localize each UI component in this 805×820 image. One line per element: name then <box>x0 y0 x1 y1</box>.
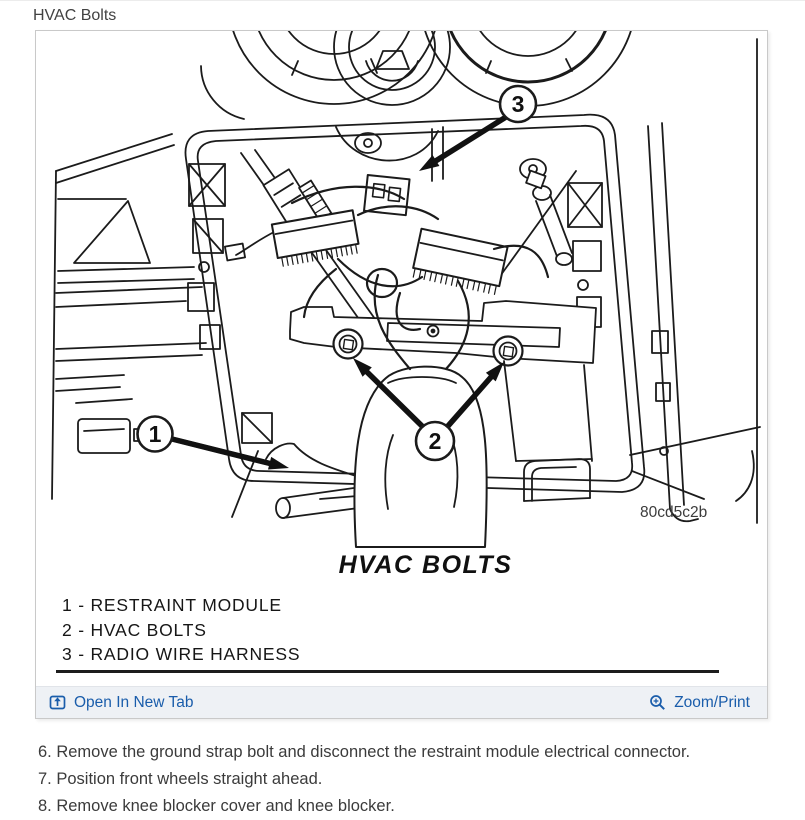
open-in-new-tab-icon <box>49 694 66 711</box>
open-in-new-tab-label: Open In New Tab <box>74 693 194 711</box>
svg-text:3: 3 <box>511 91 525 117</box>
svg-text:2: 2 <box>428 428 442 454</box>
zoom-print-label: Zoom/Print <box>674 693 750 711</box>
step-8: 8. Remove knee blocker cover and knee blocker. <box>38 797 395 815</box>
legend-item-3: 3 - RADIO WIRE HARNESS <box>62 644 301 664</box>
step-6: 6. Remove the ground strap bolt and disconnect the restraint module electrical connector. <box>38 743 691 761</box>
callout-3-badge <box>500 86 536 122</box>
figure-legend <box>62 593 300 667</box>
open-in-new-tab-link[interactable] <box>49 694 193 712</box>
step-7: 7. Position front wheels straight ahead. <box>38 770 323 788</box>
hvac-bolt-left <box>334 330 363 359</box>
page-title: HVAC Bolts <box>33 7 117 24</box>
svg-text:1: 1 <box>148 421 162 447</box>
left-bracket-column <box>188 164 272 443</box>
drawing-code: 80cd5c2b <box>640 504 708 521</box>
procedure-steps <box>38 739 690 820</box>
hvac-diagram <box>36 31 767 686</box>
legend-item-1: 1 - RESTRAINT MODULE <box>62 595 282 615</box>
callout-1-badge <box>138 417 173 452</box>
console-hump <box>354 367 486 547</box>
figure-bottom-rule <box>56 670 719 673</box>
right-lower-panels <box>504 361 760 501</box>
figure-body <box>36 31 767 686</box>
callout-2-badge <box>416 422 454 460</box>
hvac-bolt-right <box>494 337 523 366</box>
zoom-print-link[interactable] <box>649 694 750 712</box>
figure-card <box>35 30 768 719</box>
zoom-magnifier-icon <box>649 694 666 711</box>
legend-item-2: 2 - HVAC BOLTS <box>62 619 207 640</box>
figure-toolbar <box>36 686 767 718</box>
figure-caption: HVAC BOLTS <box>338 551 513 579</box>
